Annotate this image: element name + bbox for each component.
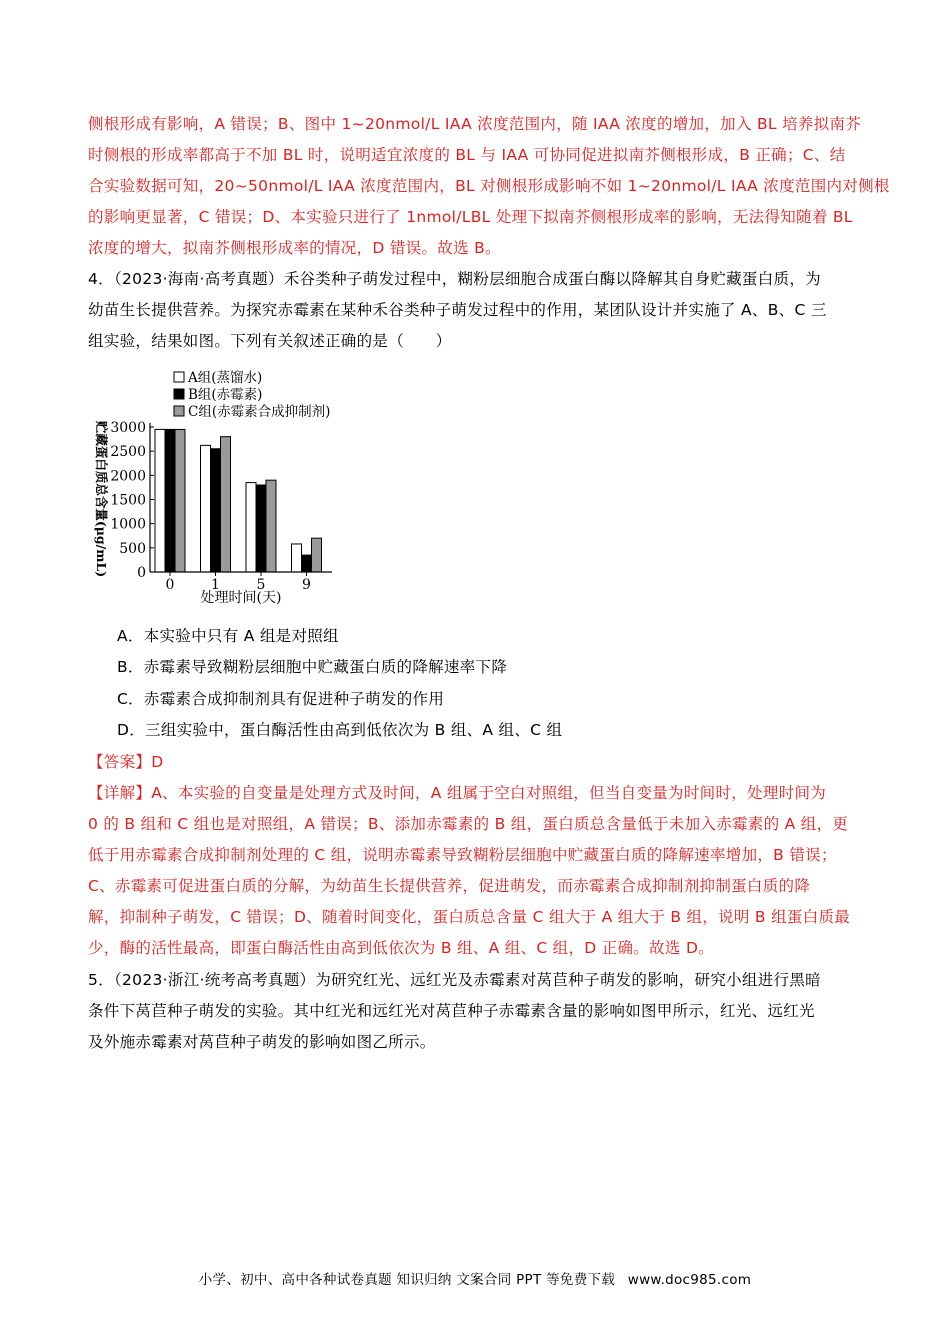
text-line: 浓度的增大，拟南芥侧根形成率的情况，D 错误。故选 B。 xyxy=(88,239,501,257)
x-tick-label: 1 xyxy=(211,577,220,593)
protein-bar-chart xyxy=(86,364,376,614)
bar xyxy=(292,544,302,572)
q3-explanation xyxy=(88,109,890,264)
bar xyxy=(246,483,256,572)
bar xyxy=(266,480,276,572)
legend-swatch xyxy=(174,389,184,399)
bar xyxy=(155,429,165,572)
legend-swatch xyxy=(174,372,184,382)
text-line: 侧根形成有影响，A 错误；B、图中 1~20nmol/L IAA 浓度范围内，随 IAA 浓度的增加，加入 BL 培养拟南芥 xyxy=(88,115,862,133)
detail-text: A、本实验的自变量是处理方式及时间，A 组属于空白对照组，但当自变量为时间时，处理时间为 xyxy=(151,784,827,802)
y-tick-label: 2000 xyxy=(110,468,146,485)
y-tick-label: 2500 xyxy=(110,444,146,461)
legend-entry: B组(赤霉素) xyxy=(188,387,263,403)
bar xyxy=(211,449,221,572)
footer-text: 小学、初中、高中各种试卷真题 知识归纳 文案合同 PPT 等免费下载 xyxy=(198,1272,616,1288)
x-tick-label: 9 xyxy=(302,577,311,593)
footer-link[interactable]: www.doc985.com xyxy=(627,1272,752,1288)
q4-answer: 【答案】D xyxy=(88,753,164,771)
text-line: 条件下莴苣种子萌发的实验。其中红光和远红光对莴苣种子赤霉素含量的影响如图甲所示，红光、远红光 xyxy=(88,1002,815,1020)
bar xyxy=(256,485,266,572)
text-line: 0 的 B 组和 C 组也是对照组，A 错误；B、添加赤霉素的 B 组，蛋白质总含量低于未加入赤霉素的 A 组，更 xyxy=(88,815,849,833)
text-line: 4．（2023·海南·高考真题）禾谷类种子萌发过程中，糊粉层细胞合成蛋白酶以降解其自身贮藏蛋白质，为 xyxy=(88,270,821,288)
y-tick-label: 1000 xyxy=(110,516,146,533)
text-line: 5．（2023·浙江·统考高考真题）为研究红光、远红光及赤霉素对莴苣种子萌发的影响，研究小组进行黑暗 xyxy=(88,971,821,989)
text-line: C、赤霉素可促进蛋白质的分解，为幼苗生长提供营养，促进萌发，而赤霉素合成抑制剂抑制蛋白质的降 xyxy=(88,877,811,895)
text-line xyxy=(88,778,864,809)
bar xyxy=(201,445,211,572)
q4-option-a: A．本实验中只有 A 组是对照组 xyxy=(117,627,339,645)
x-tick-label: 0 xyxy=(165,577,175,593)
q5-stem xyxy=(88,965,864,1058)
text-line: 少，酶的活性最高，即蛋白酶活性由高到低依次为 B 组、A 组、C 组，D 正确。故选 D。 xyxy=(88,939,714,957)
legend-swatch xyxy=(174,406,184,416)
text-line: 解，抑制种子萌发，C 错误；D、随着时间变化，蛋白质总含量 C 组大于 A 组大于 B 组，说明 B 组蛋白质最 xyxy=(88,908,851,926)
q4-detail xyxy=(88,778,864,964)
legend-entry: C组(赤霉素合成抑制剂) xyxy=(188,404,331,420)
bar xyxy=(165,429,175,572)
bar xyxy=(175,429,185,572)
x-axis-label: 处理时间(天) xyxy=(200,590,282,606)
q4-option-d: D．三组实验中，蛋白酶活性由高到低依次为 B 组、A 组、C 组 xyxy=(117,721,563,739)
detail-label: 【详解】 xyxy=(88,784,152,802)
text-line: 及外施赤霉素对莴苣种子萌发的影响如图乙所示。 xyxy=(88,1033,436,1051)
y-axis-label: 贮藏蛋白质总含量(μg/mL) xyxy=(94,420,109,578)
text-line: 的影响更显著，C 错误；D、本实验只进行了 1nmol/LBL 处理下拟南芥侧根形成率的影响，无法得知随着 BL xyxy=(88,208,853,226)
page-footer xyxy=(0,1268,950,1288)
text-line: 合实验数据可知，20~50nmol/L IAA 浓度范围内，BL 对侧根形成影响不如 1~20nmol/L IAA 浓度范围内对侧根 xyxy=(88,177,890,195)
text-line: 低于用赤霉素合成抑制剂处理的 C 组，说明赤霉素导致糊粉层细胞中贮藏蛋白质的降解速率增加，B 错误； xyxy=(88,846,837,864)
bar xyxy=(312,538,322,572)
y-tick-label: 3000 xyxy=(110,420,146,436)
q4-option-b: B．赤霉素导致糊粉层细胞中贮藏蛋白质的降解速率下降 xyxy=(117,658,508,676)
legend-entry: A组(蒸馏水) xyxy=(188,370,263,386)
y-tick-label: 1500 xyxy=(110,492,146,509)
text-line: 时侧根的形成率都高于不加 BL 时，说明适宜浓度的 BL 与 IAA 可协同促进拟南芥侧根形成，B 正确；C、结 xyxy=(88,146,846,164)
q4-stem xyxy=(88,264,864,357)
x-tick-label: 5 xyxy=(256,577,266,593)
q4-option-c: C．赤霉素合成抑制剂具有促进种子萌发的作用 xyxy=(117,690,445,708)
bar xyxy=(221,437,231,572)
bar xyxy=(302,555,312,572)
text-line: 组实验，结果如图。下列有关叙述正确的是（ ） xyxy=(88,332,452,350)
y-tick-label: 500 xyxy=(119,540,146,557)
y-tick-label: 0 xyxy=(137,565,146,581)
text-line: 幼苗生长提供营养。为探究赤霉素在某种禾谷类种子萌发过程中的作用，某团队设计并实施了 A、B、C 三 xyxy=(88,301,827,319)
